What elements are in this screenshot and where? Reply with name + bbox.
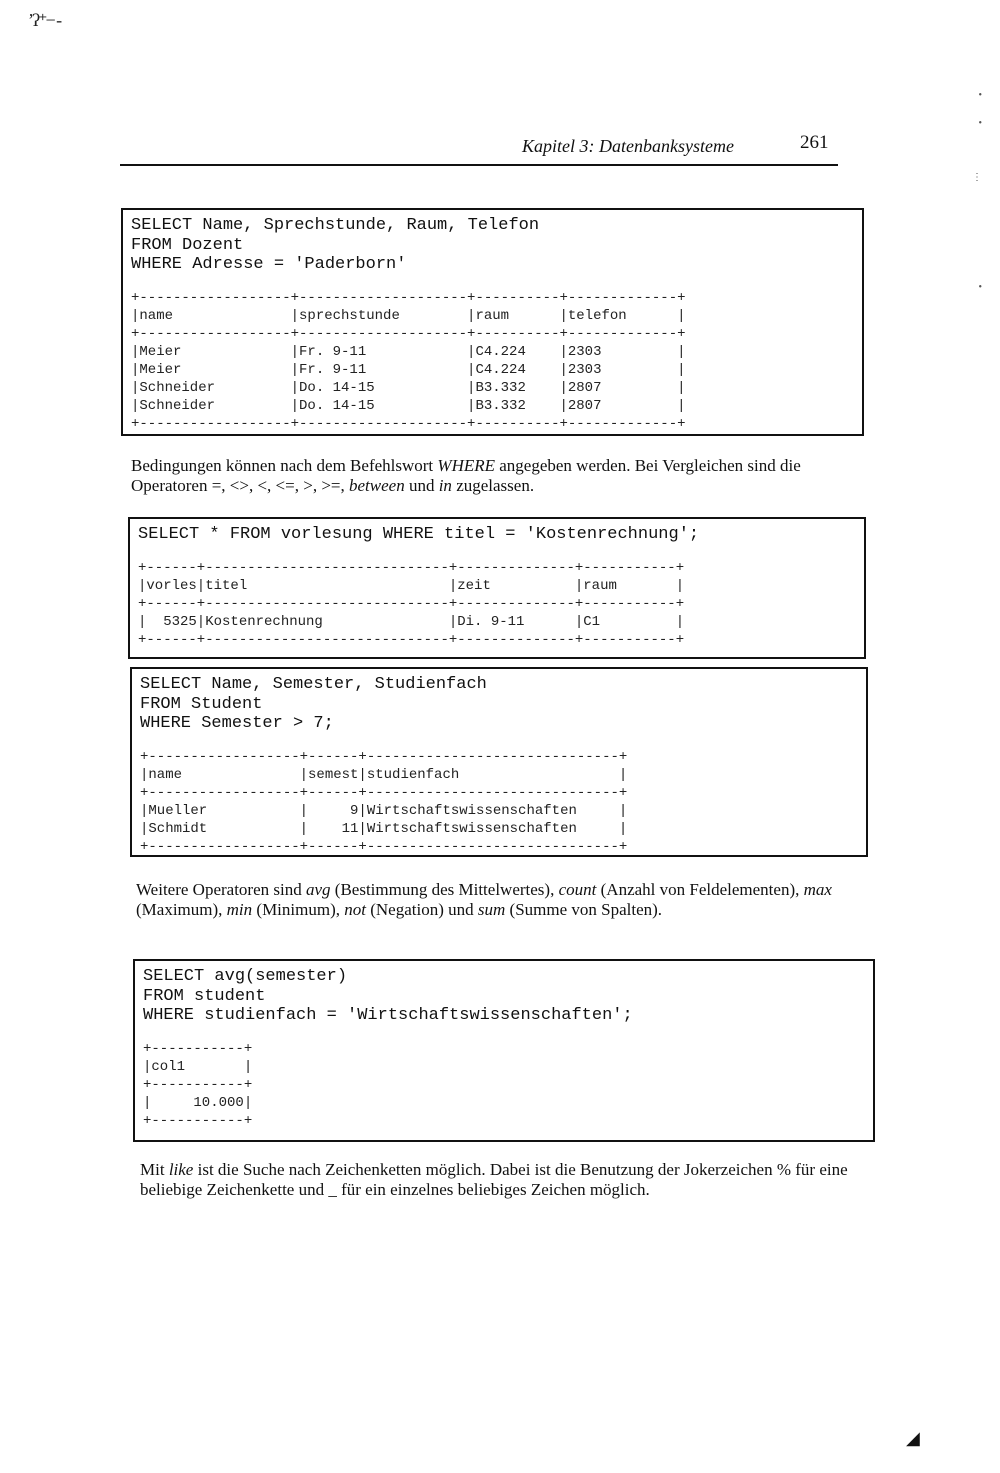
- chapter-title: Kapitel 3: Datenbanksysteme: [522, 136, 734, 156]
- scan-edge-dot: ⋮: [972, 172, 982, 183]
- scan-edge-dot: •: [978, 282, 982, 293]
- page-number: 261: [800, 132, 829, 153]
- paragraph-like-operator: Mit like ist die Suche nach Zeichenketten möglich. Dabei ist die Benutzung der Jokerzeichen % für eine beliebige Zeichenkette und _ für ein einzelnes beliebiges Zeichen möglich.: [140, 1160, 848, 1199]
- scan-corner-mark: ◢: [906, 1428, 920, 1448]
- page-header: [120, 130, 838, 166]
- sql-query: SELECT avg(semester) FROM student WHERE studienfach = 'Wirtschaftswissenschaften';: [143, 967, 633, 1025]
- sql-query: SELECT Name, Sprechstunde, Raum, Telefon FROM Dozent WHERE Adresse = 'Paderborn': [131, 216, 540, 274]
- sql-query: SELECT * FROM vorlesung WHERE titel = 'Kostenrechnung';: [138, 525, 700, 544]
- paragraph-aggregate-operators: Weitere Operatoren sind avg (Bestimmung des Mittelwertes), count (Anzahl von Feldelementen), max (Maximum), min (Minimum), not (Negation) und sum (Summe von Spalten).: [136, 880, 832, 919]
- sql-result-table: +------+-----------------------------+--------------+-----------+ |vorles|titel |zeit |raum | +------+-----------------------------+--------------+-----------+ | 5325|Kostenrechnung |Di. 9-11 |C1 | +------+-----------------------------+--------------+-----------+: [138, 559, 685, 648]
- scan-edge-dot: •: [978, 90, 982, 101]
- sql-result-table: +------------------+--------------------+----------+-------------+ |name |sprechstunde |raum |telefon | +------------------+--------------------+----------+-------------+ |Meier |Fr. 9-11 |C4.224 |2303 | |Meier |Fr. 9-11 |C4.224 |2303 | |Schneider |Do. 14-15 |B3.332 |2807 | |Schneider |Do. 14-15 |B3.332 |2807 | +------------------+--------------------+----------+-------------+: [131, 289, 686, 432]
- sql-example-student: [130, 667, 868, 857]
- sql-result-table: +-----------+ |col1 | +-----------+ | 10.000| +-----------+: [143, 1040, 253, 1129]
- sql-example-vorlesung: [128, 517, 866, 659]
- paragraph-where-operators: Bedingungen können nach dem Befehlswort WHERE angegeben werden. Bei Vergleichen sind die Operatoren =, <>, <, <=, >, >=, between und in zugelassen.: [131, 456, 801, 495]
- sql-query: SELECT Name, Semester, Studienfach FROM Student WHERE Semester > 7;: [140, 675, 487, 733]
- scan-artifact-mark: ’ʔ⁺− -: [28, 10, 61, 30]
- scan-edge-dot: •: [978, 118, 982, 129]
- sql-example-avg: [133, 959, 875, 1142]
- sql-result-table: +------------------+------+------------------------------+ |name |semest|studienfach | +------------------+------+------------------------------+ |Mueller | 9|Wirtschaftswissenschaften | |Schmidt | 11|Wirtschaftswissenschaften | +------------------+------+------------------------------+: [140, 748, 628, 855]
- sql-example-dozent: [121, 208, 864, 436]
